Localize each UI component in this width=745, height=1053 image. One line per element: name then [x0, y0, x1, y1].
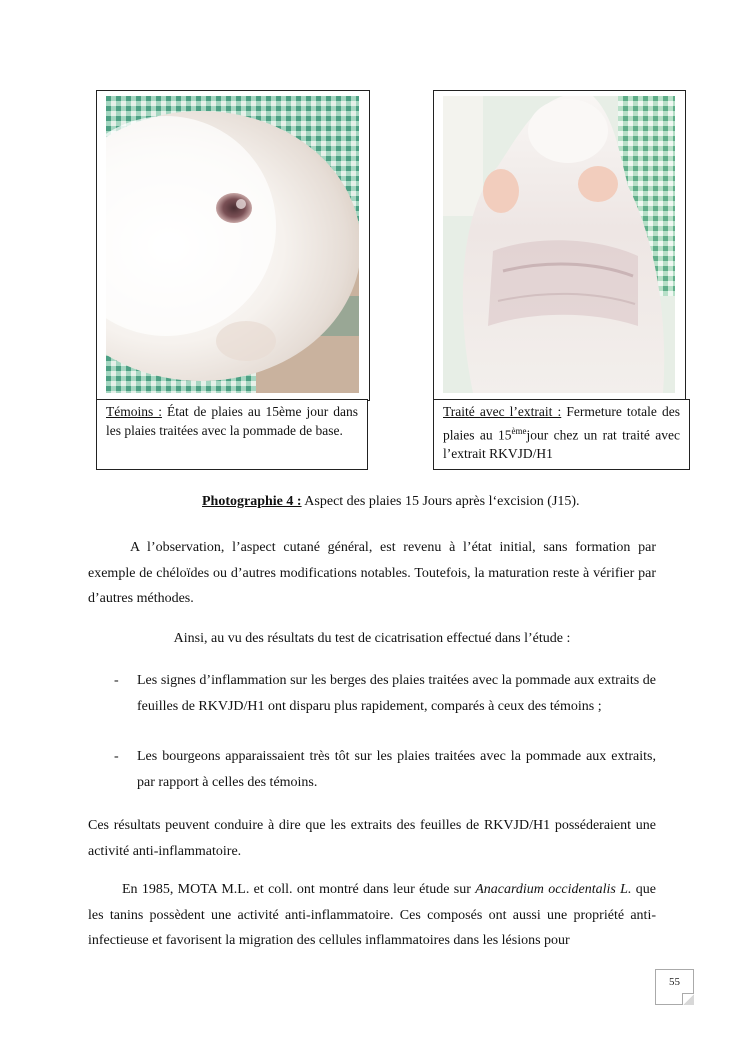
species-name: Anacardium occidentalis L. — [475, 882, 632, 897]
photograph-caption-label: Photographie 4 : — [202, 494, 302, 509]
page-number: 55 — [669, 976, 680, 988]
list-item-text: Les bourgeons apparaissaient très tôt sur les plaies traitées avec la pommade aux extraits, par rapport à celles des témoins. — [137, 749, 656, 790]
caption-treated-label: Traité avec l’extrait : — [443, 404, 562, 419]
bullet-dash: - — [114, 673, 119, 688]
page-curl-decoration — [682, 993, 694, 1005]
paragraph-results-intro: Ainsi, au vu des résultats du test de cicatrisation effectué dans l’étude : — [173, 631, 571, 646]
paragraph-conclusion: Ces résultats peuvent conduire à dire que les extraits des feuilles de RKVJD/H1 posséderaient une activité anti-inflammatoire. — [88, 818, 656, 859]
caption-control-label: Témoins : — [106, 404, 162, 419]
page-number-box — [655, 969, 694, 1005]
caption-treated-superscript: ème — [511, 425, 527, 436]
bullet-dash: - — [114, 749, 119, 764]
paragraph-mota-text-2: que les tanins possèdent une activité anti-inflammatoire. Ces composés ont aussi une propriété anti-infectieuse et favorisent la migration des cellules inflammatoires dans les lésions pour — [88, 882, 656, 948]
paragraph-mota-text-1: En 1985, MOTA M.L. et coll. ont montré dans leur étude sur — [122, 882, 476, 897]
caption-treated-text-2: jour chez un rat traité avec l’extrait RKVJD/H1 — [443, 427, 681, 461]
caption-treated — [433, 399, 690, 470]
photo-treated-rat — [443, 96, 675, 393]
list-item-text: Les signes d’inflammation sur les berges des plaies traitées avec la pommade aux extraits de feuilles de RKVJD/H1 ont disparu plus rapidement, comparés à ceux des témoins ; — [137, 673, 656, 714]
caption-control-text: État de plaies au 15ème jour dans les plaies traitées avec la pommade de base. — [106, 404, 358, 438]
caption-control — [96, 399, 368, 470]
photograph-caption-text: Aspect des plaies 15 Jours après l‘excision (J15). — [301, 494, 580, 509]
paragraph-observation: A l’observation, l’aspect cutané général, est revenu à l’état initial, sans formation par exemple de chéloïdes ou d’autres modifications notables. Toutefois, la maturation reste à vérifier par d’autres méthodes. — [88, 540, 656, 606]
caption-treated-text-1: Fermeture totale des plaies au 15 — [443, 404, 680, 442]
paragraph-mota-study — [88, 877, 656, 954]
photo-control-rat — [106, 96, 359, 393]
